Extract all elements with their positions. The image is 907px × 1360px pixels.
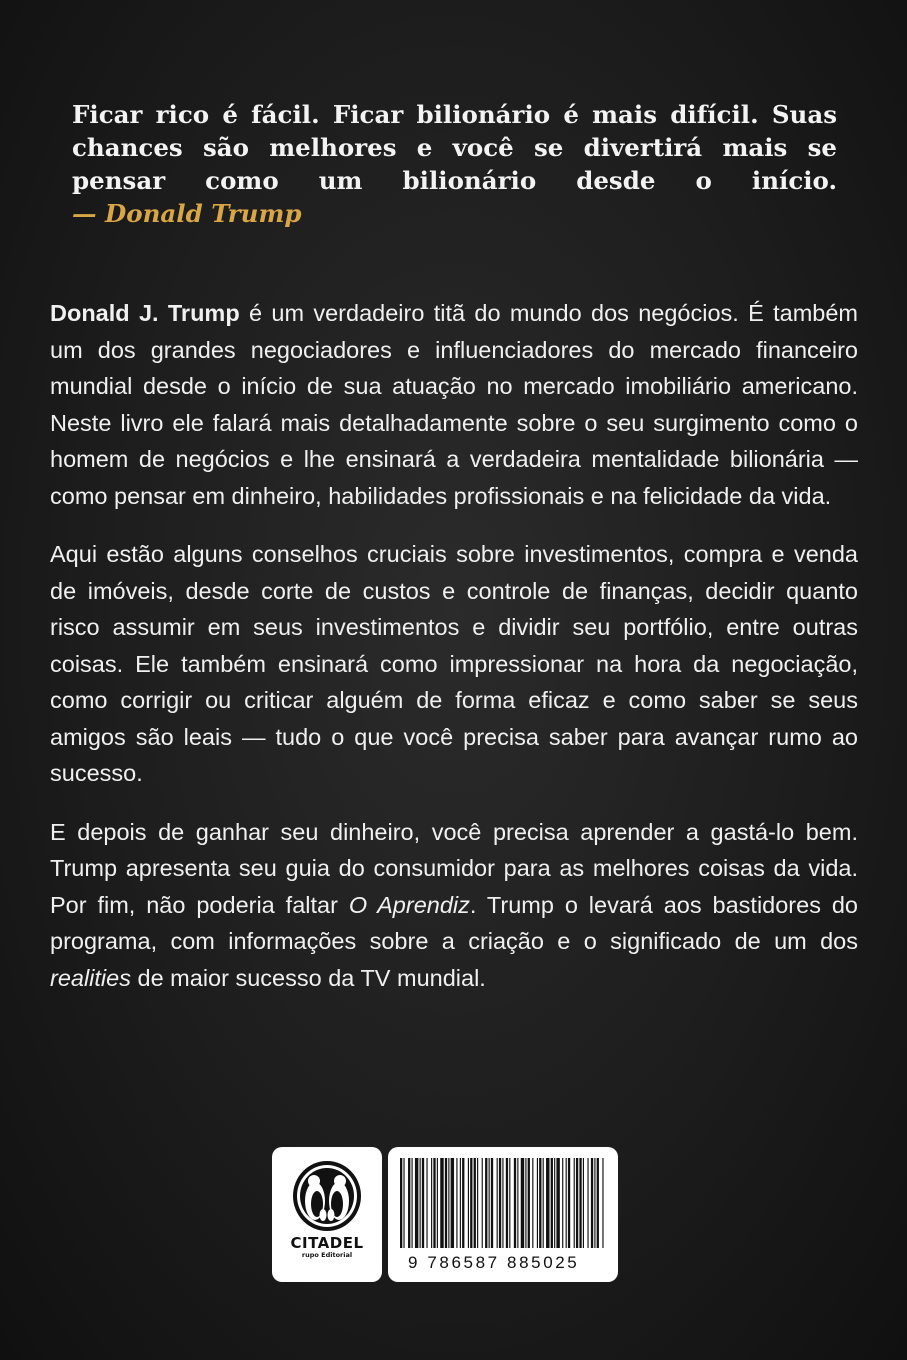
barcode-panel xyxy=(272,1147,618,1282)
barcode-bar xyxy=(546,1158,549,1248)
barcode-bar xyxy=(576,1158,578,1248)
description-paragraph-3 xyxy=(50,814,858,997)
barcode-bar xyxy=(462,1158,464,1248)
barcode-bar xyxy=(437,1158,438,1248)
barcode-bar xyxy=(489,1158,490,1248)
barcode-bar xyxy=(506,1158,508,1248)
barcode-bar xyxy=(562,1158,563,1248)
barcode-bar xyxy=(468,1158,469,1248)
barcode-bar xyxy=(474,1158,476,1248)
paragraph-1-text: é um verdadeiro titã do mundo dos negócios. É também um dos grandes negociadores e influenciadores do mercado financeiro mundial desde o início de sua atuação no mercado imobiliário americano. Neste livro ele falará mais detalhadamente sobre o seu surgimento como o homem de negócios e lhe ensinará a verdadeira mentalidade bilionária — como pensar em dinheiro, habilidades profissionais e na felicidade da vida. xyxy=(50,300,859,509)
barcode-bar xyxy=(420,1158,421,1248)
barcode-bar xyxy=(543,1158,544,1248)
barcode-bar xyxy=(433,1158,435,1248)
barcode-bar xyxy=(448,1158,449,1248)
barcode-bar xyxy=(594,1158,595,1248)
barcode-bar xyxy=(566,1158,567,1248)
barcode-bar xyxy=(521,1158,524,1248)
barcode-bar xyxy=(574,1158,575,1248)
barcode-bars xyxy=(400,1158,606,1248)
show-title: O Aprendiz xyxy=(348,891,470,918)
barcode-bar xyxy=(456,1158,457,1248)
barcode-bar xyxy=(412,1158,413,1248)
quote-author: — Donald Trump xyxy=(72,199,302,228)
barcode-bar xyxy=(528,1158,530,1248)
penguins-logo-icon xyxy=(290,1159,364,1233)
isbn-barcode xyxy=(388,1147,618,1282)
barcode-bar xyxy=(551,1158,553,1248)
barcode-bar xyxy=(470,1158,472,1248)
paragraph-3-text-a: E depois de ganhar seu dinheiro, você precisa aprender a gastá-lo bem. Trump apresenta seu guia do consumidor para as melhores coisas da vida. Por fim, não poderia faltar xyxy=(50,818,858,918)
barcode-bar xyxy=(422,1158,424,1248)
author-name: Donald J. Trump xyxy=(50,300,240,326)
barcode-bar xyxy=(525,1158,526,1248)
publisher-subtitle: rupo Editorial xyxy=(301,1251,353,1259)
publisher-logo xyxy=(272,1147,382,1282)
barcode-bar xyxy=(554,1158,555,1248)
book-description xyxy=(50,295,858,1018)
isbn-number: 9 786587 885025 xyxy=(408,1253,580,1272)
barcode-bar xyxy=(539,1158,541,1248)
barcode-bar xyxy=(587,1158,588,1248)
barcode-bar xyxy=(579,1158,581,1248)
barcode-bar xyxy=(568,1158,570,1248)
barcode-bar xyxy=(602,1158,603,1248)
barcode-bar xyxy=(426,1158,427,1248)
barcode-bar xyxy=(431,1158,432,1248)
barcode-bar xyxy=(408,1158,410,1248)
barcode-bar xyxy=(451,1158,454,1248)
barcode-bar xyxy=(491,1158,493,1248)
description-paragraph-2: Aqui estão alguns conselhos cruciais sobre investimentos, compra e venda de imóveis, desde corte de custos e controle de finanças, decidir quanto risco assumir em seus investimentos e dividir seu portfólio, entre outras coisas. Ele também ensinará como impressionar na hora da negociação, como corrigir ou criticar alguém de forma eficaz e como saber se seus amigos são leais — tudo o que você precisa saber para avançar rumo ao sucesso. xyxy=(50,541,858,786)
barcode-bar xyxy=(514,1158,516,1248)
barcode-bar xyxy=(497,1158,498,1248)
barcode-bar xyxy=(415,1158,418,1248)
barcode-bar xyxy=(499,1158,501,1248)
barcode-bar xyxy=(482,1158,483,1248)
barcode-bar xyxy=(591,1158,593,1248)
barcode-bar xyxy=(485,1158,487,1248)
barcode-bar xyxy=(403,1158,404,1248)
barcode-bar xyxy=(477,1158,478,1248)
barcode-bar xyxy=(583,1158,584,1248)
back-cover-quote xyxy=(72,98,837,230)
barcode-bar xyxy=(502,1158,503,1248)
barcode-bar xyxy=(460,1158,461,1248)
paragraph-3-text-b: . Trump o levará aos bastidores do programa, com informações sobre a criação e o significado de um dos xyxy=(50,891,858,954)
paragraph-3-text-c: de maior sucesso da TV mundial. xyxy=(130,964,486,991)
barcode-bar xyxy=(537,1158,538,1248)
barcode-bar xyxy=(532,1158,533,1248)
barcode-bar xyxy=(509,1158,510,1248)
barcode-bar xyxy=(445,1158,447,1248)
barcode-bar xyxy=(400,1158,402,1248)
realities-word: realities xyxy=(50,964,131,991)
barcode-bar xyxy=(440,1158,443,1248)
quote-text: Ficar rico é fácil. Ficar bilionário é mais difícil. Suas chances são melhores e você se divertirá mais se pensar como um bilionário desde o início. xyxy=(72,100,837,195)
publisher-name: CITADEL xyxy=(290,1234,364,1252)
barcode-bar xyxy=(517,1158,518,1248)
description-paragraph-1 xyxy=(50,295,858,514)
barcode-bar xyxy=(556,1158,559,1248)
barcode-bar xyxy=(597,1158,599,1248)
